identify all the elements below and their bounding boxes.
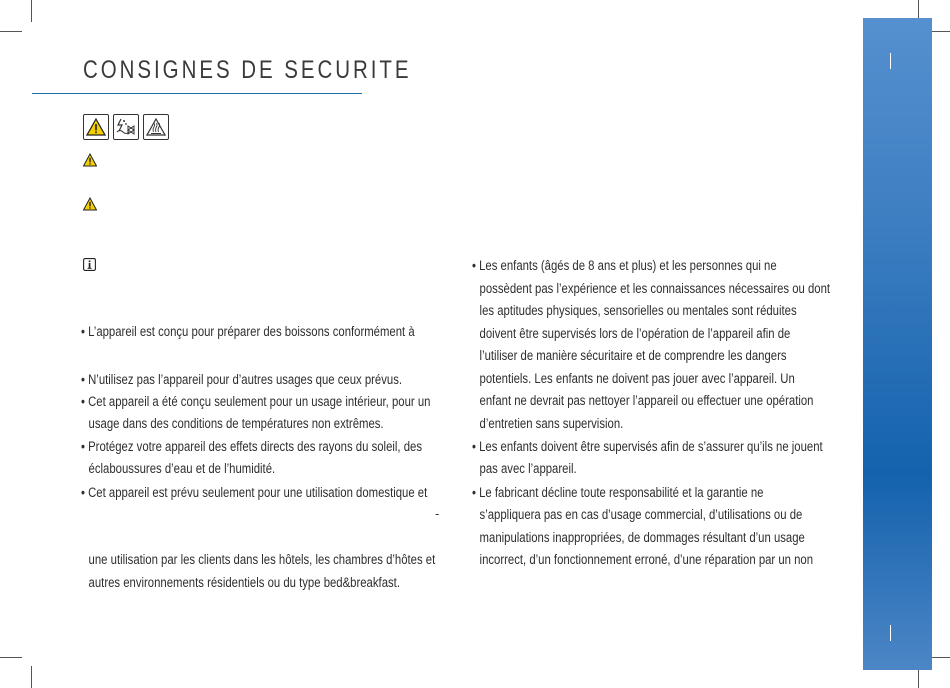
right-line: potentiels. Les enfants ne doivent pas jouer avec l’appareil. Un xyxy=(479,371,795,386)
left-line: autres environnements résidentiels ou du type bed&breakfast. xyxy=(88,575,400,590)
right-line: incorrect, d’un fonctionnement erroné, d’une réparation par un non xyxy=(479,552,814,567)
crop-mark-bottom-left-horizontal xyxy=(0,657,22,658)
right-line: l’utiliser de manière sécuritaire et de comprendre les dangers xyxy=(479,348,787,363)
left-line: • N’utilisez pas l’appareil pour d’autres usages que ceux prévus. xyxy=(81,372,403,387)
page-title: CONSIGNES DE SECURITE xyxy=(83,56,412,84)
left-line: • L’appareil est conçu pour préparer des boissons conformément à xyxy=(81,324,415,339)
right-line: • Les enfants (âgés de 8 ans et plus) et les personnes qui ne xyxy=(472,258,777,273)
safety-icon-row xyxy=(83,114,169,140)
info-small-icon xyxy=(83,258,96,271)
right-line: • Le fabricant décline toute responsabilité et la garantie ne xyxy=(472,485,764,500)
right-line: les aptitudes physiques, sensorielles ou mentales sont réduites xyxy=(479,303,797,318)
right-line: manipulations inappropriées, de dommages résultant d’un usage xyxy=(479,530,805,545)
right-line: s’appliquera pas en cas d’usage commercial, d’utilisations ou de xyxy=(479,507,803,522)
left-line: usage dans des conditions de températures non extrêmes. xyxy=(88,416,384,431)
left-line: • Protégez votre appareil des effets directs des rayons du soleil, des xyxy=(81,439,423,454)
crop-mark-bottom-left-vertical xyxy=(31,666,32,688)
band-tick-top xyxy=(890,53,891,69)
warning-triangle-icon xyxy=(83,114,109,140)
right-line: possèdent pas l’expérience et les connaissances nécessaires ou dont xyxy=(479,281,831,296)
left-line: • Cet appareil est prévu seulement pour une utilisation domestique et xyxy=(81,485,428,500)
left-line: une utilisation par les clients dans les hôtels, les chambres d’hôtes et xyxy=(88,552,436,567)
right-line: d’entretien sans supervision. xyxy=(479,416,624,431)
right-line: pas avec l’appareil. xyxy=(479,461,577,476)
title-underline xyxy=(32,93,362,94)
left-line: éclaboussures d’eau et de l’humidité. xyxy=(88,461,276,476)
crop-mark-top-left-vertical xyxy=(31,0,32,22)
warning-small-icon xyxy=(83,153,97,167)
left-line: • Cet appareil a été conçu seulement pour un usage intérieur, pour un xyxy=(81,394,431,409)
electric-hazard-icon xyxy=(113,114,139,140)
right-line: enfant ne devrait pas nettoyer l’appareil ou effectuer une opération xyxy=(479,393,814,408)
right-line: doivent être supervisés lors de l’opération de l’appareil afin de xyxy=(479,326,791,341)
band-tick-bottom xyxy=(890,625,891,641)
side-color-band xyxy=(863,18,932,670)
right-line: • Les enfants doivent être supervisés afin de s’assurer qu’ils ne jouent xyxy=(472,439,823,454)
warning-small-icon xyxy=(83,197,97,211)
hot-surface-icon xyxy=(143,114,169,140)
stray-hyphen: - xyxy=(435,506,440,521)
crop-mark-top-left-horizontal xyxy=(0,31,22,32)
